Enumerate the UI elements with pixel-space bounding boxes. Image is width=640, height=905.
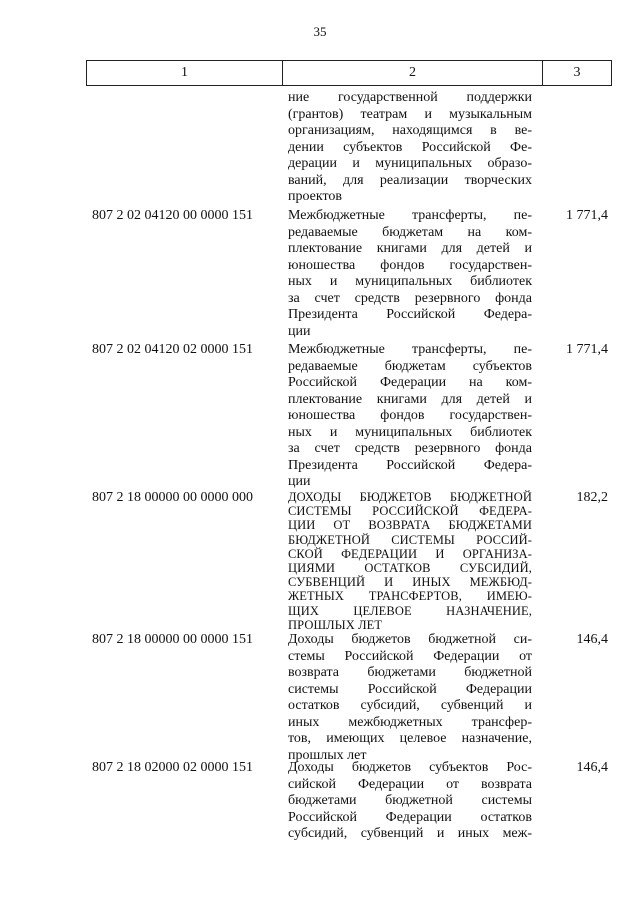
desc-line: БЮДЖЕТНОЙ СИСТЕМЫ РОССИЙ- [288,532,532,547]
desc-line: ных и муниципальных библиотек [288,274,532,289]
row-amount: 182,2 [576,490,608,505]
desc-line: Российской Федерации на ком- [288,375,532,390]
desc-line: сийской Федерации от возврата [288,776,532,792]
desc-line: ции [288,474,311,489]
desc-line: (грантов) театрам и музыкальным [288,106,532,122]
row-code: 807 2 02 04120 02 0000 151 [92,342,253,357]
desc-line: проектов [288,189,343,204]
row-description [288,208,532,340]
desc-line: субсидий, субвенций и иных меж- [288,826,532,841]
desc-line: Российской Федерации остатков [288,809,532,825]
row-description [288,342,532,491]
row-description [288,490,532,632]
desc-line: стемы Российской Федерации от [288,648,532,664]
desc-line: плектование книгами для детей и [288,241,532,256]
desc-line: Межбюджетные трансферты, пе- [288,342,532,357]
row-description [288,632,532,764]
desc-line: ДОХОДЫ БЮДЖЕТОВ БЮДЖЕТНОЙ [288,490,532,504]
header-col-3: 3 [573,65,581,80]
desc-line: бюджетами бюджетной системы [288,793,532,808]
desc-line: тов, имеющих целевое назначение, [288,731,532,746]
desc-line: СИСТЕМЫ РОССИЙСКОЙ ФЕДЕРА- [288,504,532,519]
desc-line: ЖЕТНЫХ ТРАНСФЕРТОВ, ИМЕЮ- [288,589,532,604]
desc-line: Президента Российской Федера- [288,457,532,473]
row-amount: 146,4 [576,632,608,647]
desc-line: плектование книгами для детей и [288,391,532,407]
desc-line: дении субъектов Российской Фе- [288,139,532,155]
header-col-1: 1 [87,61,283,85]
desc-line: юношества фондов государствен- [288,408,532,423]
desc-line: ных и муниципальных библиотек [288,424,532,440]
desc-line: остатков субсидий, субвенций и [288,698,532,713]
desc-line: ваний, для реализации творческих [288,172,532,188]
row-amount: 1 771,4 [566,342,608,357]
desc-line: системы Российской Федерации [288,681,532,697]
desc-line: возврата бюджетами бюджетной [288,665,532,680]
desc-line: СУБВЕНЦИЙ И ИНЫХ МЕЖБЮД- [288,575,532,590]
desc-line: иных межбюджетных трансфер- [288,714,532,730]
desc-line: дерации и муниципальных образо- [288,156,532,171]
desc-line: юношества фондов государствен- [288,257,532,273]
desc-line: организациям, находящимся в ве- [288,123,532,138]
desc-line: ПРОШЛЫХ ЛЕТ [288,617,383,632]
desc-line: Доходы бюджетов бюджетной си- [288,632,532,647]
desc-line: прошлых лет [288,747,367,763]
row-code: 807 2 18 00000 00 0000 151 [92,632,253,647]
desc-line: редаваемые бюджетам на ком- [288,224,532,240]
row-code: 807 2 18 00000 00 0000 000 [92,490,253,505]
desc-line: Межбюджетные трансферты, пе- [288,208,532,223]
header-col-2: 2 [283,61,543,85]
table-header [86,60,612,86]
row-amount: 1 771,4 [566,208,608,223]
desc-line: ЦИЯМИ ОСТАТКОВ СУБСИДИЙ, [288,561,532,576]
row-description [288,90,532,206]
desc-line: ние государственной поддержки [288,90,532,105]
desc-line: ции [288,323,311,339]
row-amount: 146,4 [576,760,608,775]
desc-line: за счет средств резервного фонда [288,290,532,306]
desc-line: ЩИХ ЦЕЛЕВОЕ НАЗНАЧЕНИЕ, [288,603,532,618]
desc-line: за счет средств резервного фонда [288,441,532,456]
row-description [288,760,532,843]
row-code: 807 2 02 04120 00 0000 151 [92,208,253,223]
page-number: 35 [313,24,327,39]
row-code: 807 2 18 02000 02 0000 151 [92,760,253,775]
desc-line: Президента Российской Федера- [288,307,532,322]
desc-line: ЦИИ ОТ ВОЗВРАТА БЮДЖЕТАМИ [288,518,532,533]
desc-line: СКОЙ ФЕДЕРАЦИИ И ОРГАНИЗА- [288,546,532,561]
desc-line: редаваемые бюджетам субъектов [288,358,532,374]
desc-line: Доходы бюджетов субъектов Рос- [288,760,532,775]
